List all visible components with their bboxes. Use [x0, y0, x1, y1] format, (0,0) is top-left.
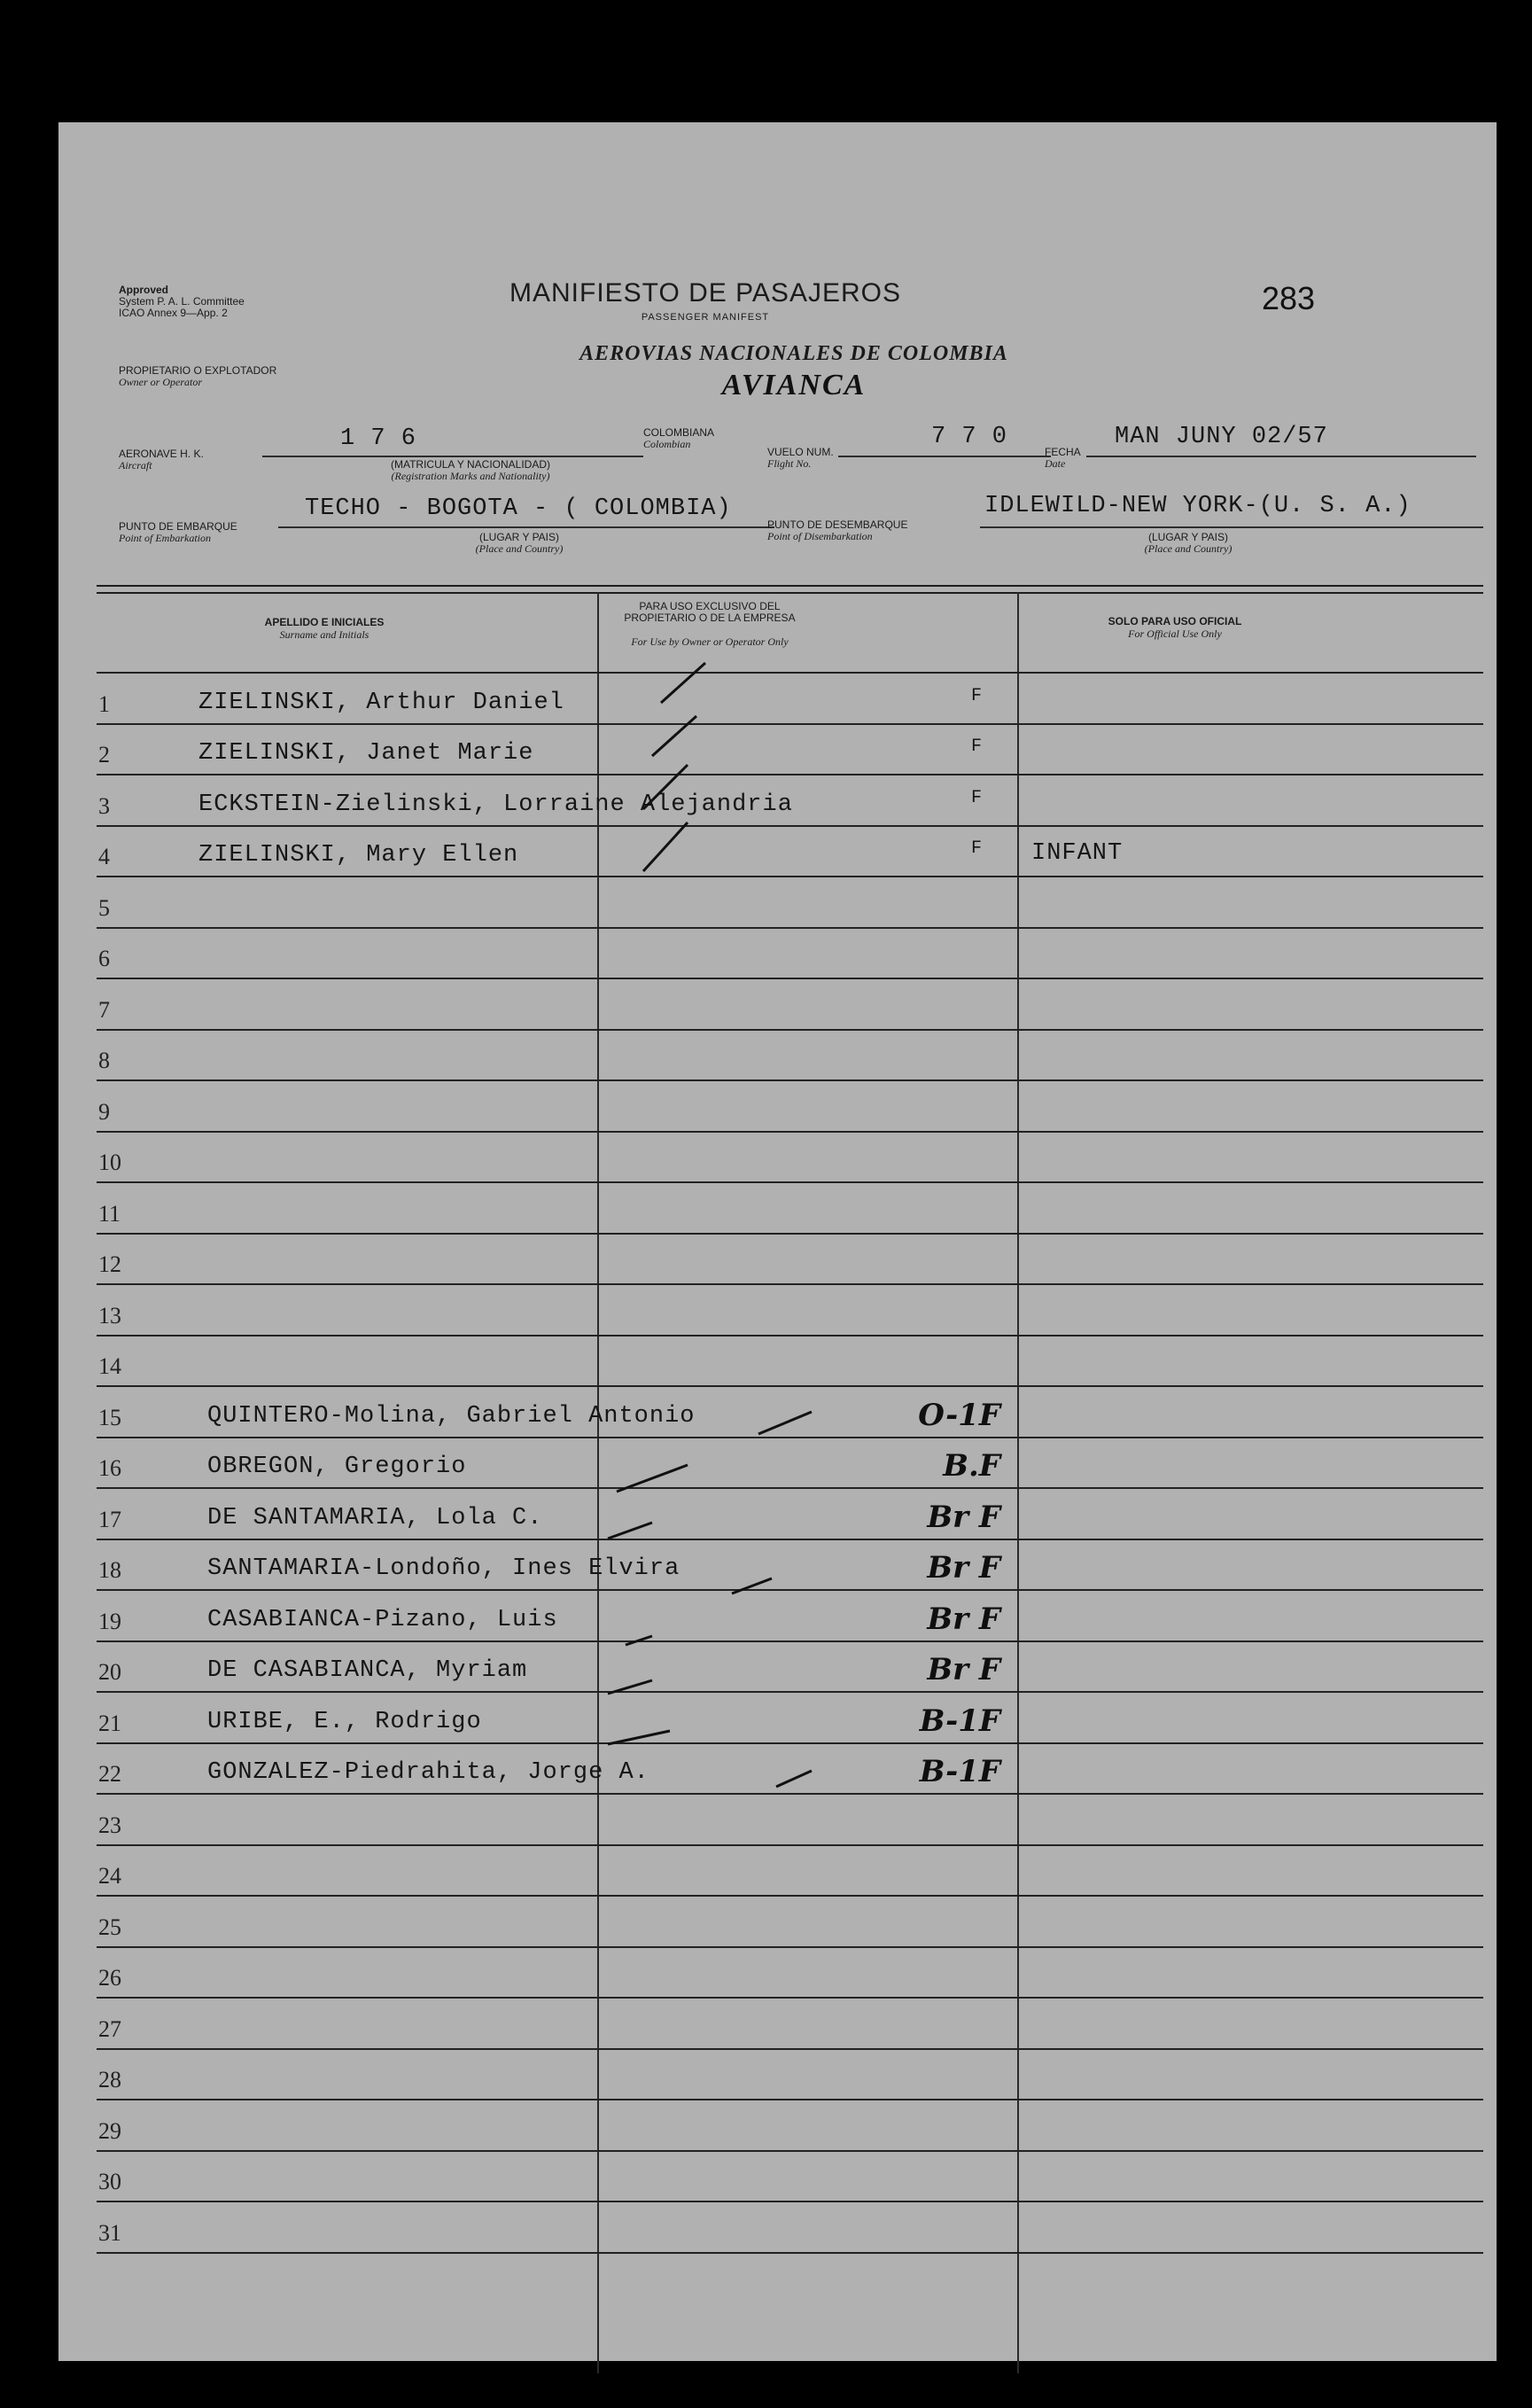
check-marks-svg [590, 654, 767, 938]
aircraft-nationality: COLOMBIANA [643, 426, 715, 439]
owner-mark: O-1F [918, 1398, 1000, 1433]
check-mark [643, 765, 688, 809]
approval-line: ICAO Annex 9—App. 2 [119, 307, 228, 319]
table-row [58, 838, 1497, 876]
row-number: 27 [98, 2016, 121, 2042]
embarkation-sub-en: (Place and Country) [475, 542, 564, 555]
row-number: 9 [98, 1099, 110, 1125]
table-row [58, 992, 1497, 1029]
row-rule [97, 1029, 1483, 1031]
owner-mark: F [970, 736, 983, 757]
row-number: 28 [98, 2067, 121, 2092]
date-label-en: Date [1045, 457, 1066, 470]
check-marks-lower-svg [555, 1363, 820, 1930]
row-number: 26 [98, 1965, 121, 1991]
owner-mark: B.F [943, 1448, 1000, 1484]
aircraft-value: 1 7 6 [340, 425, 417, 452]
passenger-name: DE CASABIANCA, Myriam [207, 1657, 528, 1684]
passenger-name: URIBE, E., Rodrigo [207, 1709, 482, 1735]
aircraft-sub: (MATRICULA Y NACIONALIDAD) [390, 458, 551, 471]
column-header-name-en: Surname and Initials [279, 628, 369, 641]
flight-underline [838, 456, 1051, 457]
aircraft-label-en: Aircraft [119, 459, 152, 471]
passenger-name: ZIELINSKI, Janet Marie [198, 740, 534, 767]
column-header-name: APELLIDO E INICIALES [264, 616, 385, 628]
owner-mark: Br F [927, 1550, 1000, 1586]
row-rule [97, 978, 1483, 979]
table-row [58, 1196, 1497, 1233]
check-mark [617, 1465, 688, 1492]
owner-label-en: Owner or Operator [119, 376, 203, 388]
row-number: 6 [98, 946, 110, 971]
row-number: 11 [98, 1201, 121, 1227]
table-row [58, 1042, 1497, 1079]
check-mark [626, 1636, 652, 1645]
disembarkation-underline [980, 526, 1483, 528]
embarkation-sub: (LUGAR Y PAIS) [478, 531, 560, 543]
owner-mark: B-1F [919, 1754, 1000, 1789]
disembarkation-value: IDLEWILD-NEW YORK-(U. S. A.) [984, 493, 1411, 519]
owner-label: PROPIETARIO O EXPLOTADOR [119, 364, 277, 377]
owner-mark: Br F [927, 1652, 1000, 1687]
table-row [58, 1960, 1497, 1997]
header-rule-top-2 [97, 592, 1483, 594]
row-number: 4 [98, 844, 110, 869]
manifest-sheet [58, 122, 1497, 2361]
approval-line: System P. A. L. Committee [119, 295, 245, 308]
approval-line: Approved [119, 284, 169, 296]
check-mark [732, 1578, 772, 1594]
passenger-name: ZIELINSKI, Mary Ellen [198, 842, 519, 869]
page-number: 283 [1262, 280, 1316, 316]
aircraft-underline [262, 456, 643, 457]
date-value: MAN JUNY 02/57 [1115, 424, 1328, 450]
flight-label: VUELO NUM. [767, 446, 834, 458]
manifest-title: MANIFIESTO DE PASAJEROS [509, 278, 901, 308]
passenger-name: GONZALEZ-Piedrahita, Jorge A. [207, 1759, 649, 1786]
row-number: 18 [98, 1557, 121, 1583]
aircraft-nationality-en: Colombian [643, 438, 691, 450]
row-rule [97, 774, 1483, 775]
table-row [58, 1246, 1497, 1283]
owner-mark: Br F [927, 1500, 1000, 1535]
check-mark [608, 1680, 652, 1694]
row-number: 3 [98, 793, 110, 819]
owner-mark: B-1F [919, 1703, 1000, 1739]
passenger-name: ECKSTEIN-Zielinski, Lorraine Alejandria [198, 791, 793, 818]
disembarkation-label: PUNTO DE DESEMBARQUE [767, 518, 908, 531]
row-rule [97, 1335, 1483, 1336]
table-row [58, 1298, 1497, 1335]
passenger-name: CASABIANCA-Pizano, Luis [207, 1607, 558, 1633]
row-rule [97, 927, 1483, 929]
passenger-name: ZIELINSKI, Arthur Daniel [198, 690, 564, 716]
owner-mark: F [970, 838, 983, 859]
row-number: 30 [98, 2169, 121, 2194]
table-row [58, 1094, 1497, 1131]
aircraft-sub-en: (Registration Marks and Nationality) [391, 470, 550, 482]
check-mark [661, 663, 705, 703]
column-header-official: SOLO PARA USO OFICIAL [1108, 615, 1242, 627]
approval-block [119, 284, 245, 319]
check-mark [608, 1731, 670, 1744]
row-rule [97, 1131, 1483, 1133]
passenger-name: DE SANTAMARIA, Lola C. [207, 1505, 543, 1531]
row-number: 20 [98, 1659, 121, 1685]
row-number: 1 [98, 691, 110, 717]
row-rule [97, 2048, 1483, 2050]
row-number: 21 [98, 1711, 121, 1736]
row-number: 31 [98, 2220, 121, 2246]
row-rule [97, 2150, 1483, 2152]
embarkation-label: PUNTO DE EMBARQUE [119, 520, 237, 533]
check-mark [758, 1412, 812, 1434]
table-row [58, 686, 1497, 723]
row-rule [97, 2252, 1483, 2254]
owner-brand: AVIANCA [721, 369, 867, 401]
date-label: FECHA [1045, 446, 1081, 458]
row-number: 12 [98, 1251, 121, 1277]
header-rule-bottom [97, 672, 1483, 674]
disembarkation-sub-en: (Place and Country) [1144, 542, 1233, 555]
check-mark [608, 1523, 652, 1539]
row-number: 22 [98, 1761, 121, 1787]
header-rule-top [97, 585, 1483, 587]
check-mark [776, 1771, 812, 1787]
row-number: 2 [98, 742, 110, 768]
flight-value: 7 7 0 [931, 424, 1008, 450]
row-rule [97, 2099, 1483, 2100]
row-rule [97, 1079, 1483, 1081]
table-row [58, 2113, 1497, 2150]
date-underline [1086, 456, 1476, 457]
official-note: INFANT [1031, 840, 1124, 867]
row-rule [97, 2201, 1483, 2202]
owner-mark: F [970, 788, 983, 808]
row-number: 5 [98, 895, 110, 921]
table-row [58, 940, 1497, 978]
row-number: 16 [98, 1455, 121, 1481]
row-number: 15 [98, 1405, 121, 1430]
row-number: 13 [98, 1303, 121, 1329]
row-number: 14 [98, 1353, 121, 1379]
flight-label-en: Flight No. [767, 457, 812, 470]
check-mark [643, 822, 688, 871]
disembarkation-label-en: Point of Disembarkation [767, 530, 873, 542]
aircraft-label: AERONAVE H. K. [119, 448, 204, 460]
row-rule [97, 1946, 1483, 1948]
passenger-name: SANTAMARIA-Londoño, Ines Elvira [207, 1555, 680, 1582]
row-number: 7 [98, 997, 110, 1023]
passenger-name: QUINTERO-Molina, Gabriel Antonio [207, 1403, 696, 1430]
row-rule [97, 1233, 1483, 1235]
table-row [58, 2215, 1497, 2252]
row-number: 10 [98, 1149, 121, 1175]
disembarkation-sub: (LUGAR Y PAIS) [1147, 531, 1229, 543]
row-rule [97, 876, 1483, 877]
check-mark [652, 716, 696, 756]
embarkation-underline [278, 526, 774, 528]
row-number: 17 [98, 1507, 121, 1532]
embarkation-label-en: Point of Embarkation [119, 532, 211, 544]
owner-name: AEROVIAS NACIONALES DE COLOMBIA [579, 342, 1008, 365]
row-rule [97, 1181, 1483, 1183]
row-number: 29 [98, 2118, 121, 2144]
table-row [58, 890, 1497, 927]
table-row [58, 1144, 1497, 1181]
column-header-owner-en: For Use by Owner or Operator Only [631, 635, 789, 648]
table-row [58, 2011, 1497, 2048]
row-number: 8 [98, 1048, 110, 1073]
manifest-title-en: PASSENGER MANIFEST [641, 312, 770, 323]
owner-mark: Br F [927, 1601, 1000, 1637]
table-row [58, 2061, 1497, 2099]
table-row [58, 736, 1497, 774]
column-header-official-en: For Official Use Only [1128, 627, 1222, 640]
row-rule [97, 825, 1483, 827]
row-number: 23 [98, 1812, 121, 1838]
row-number: 24 [98, 1863, 121, 1889]
row-rule [97, 1283, 1483, 1285]
column-header-owner: PARA USO EXCLUSIVO DEL PROPIETARIO O DE LA EMPRESA [624, 600, 796, 624]
row-number: 19 [98, 1609, 121, 1634]
passenger-name: OBREGON, Gregorio [207, 1453, 467, 1480]
row-rule [97, 1997, 1483, 1999]
embarkation-value: TECHO - BOGOTA - ( COLOMBIA) [305, 495, 732, 522]
row-rule [97, 723, 1483, 725]
table-row [58, 788, 1497, 825]
row-number: 25 [98, 1914, 121, 1940]
table-row [58, 2163, 1497, 2201]
owner-mark: F [970, 686, 983, 706]
